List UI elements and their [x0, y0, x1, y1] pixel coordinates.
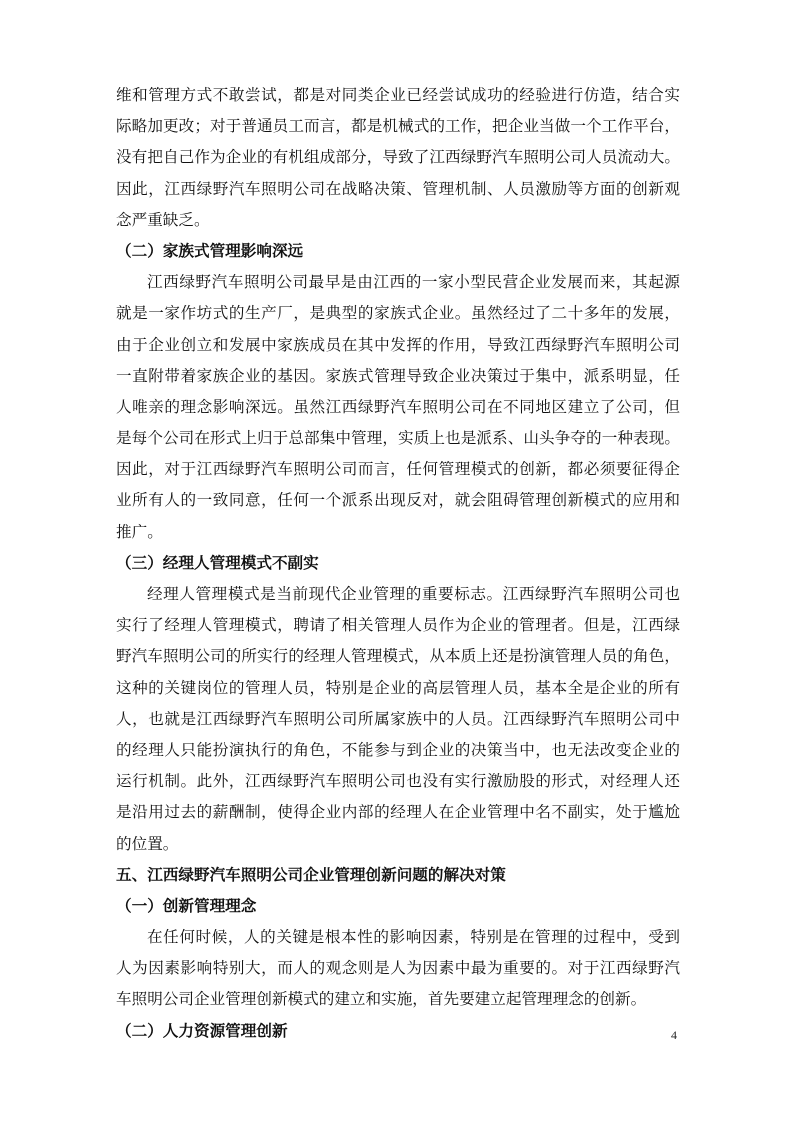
- text-line: 就是一家作坊式的生产厂，是典型的家族式企业。虽然经过了二十多年的发展，: [116, 304, 680, 323]
- text-line: 际略加更改；对于普通员工而言，都是机械式的工作，把企业当做一个工作平台，: [116, 117, 680, 136]
- paragraph-innovation-lack: [116, 80, 680, 236]
- text-line: 车照明公司企业管理创新模式的建立和实施，首先要建立起管理理念的创新。: [116, 990, 647, 1009]
- text-line: 野汽车照明公司的所实行的经理人管理模式，从本质上还是扮演管理人员的角色，: [116, 647, 680, 666]
- text-line: 经理人管理模式是当前现代企业管理的重要标志。江西绿野汽车照明公司也: [147, 585, 680, 603]
- text-line: 在任何时候，人的关键是根本性的影响因素，特别是在管理的过程中，受到: [147, 928, 680, 947]
- text-line: 是每个公司在形式上归于总部集中管理，实质上也是派系、山头争夺的一种表现。: [116, 429, 680, 448]
- text-line: 一直附带着家族企业的基因。家族式管理导致企业决策过于集中，派系明显，任: [116, 366, 680, 385]
- paragraph-manager-model: [116, 579, 680, 860]
- text-line: 人，也就是江西绿野汽车照明公司所属家族中的人员。江西绿野汽车照明公司中: [116, 709, 680, 728]
- text-line: 因此，江西绿野汽车照明公司在战略决策、管理机制、人员激励等方面的创新观: [116, 179, 680, 198]
- text-line: 因此，对于江西绿野汽车照明公司而言，任何管理模式的创新，都必须要征得企: [116, 460, 680, 479]
- text-line: 人为因素影响特别大，而人的观念则是人为因素中最为重要的。对于江西绿野汽: [116, 959, 680, 978]
- paragraph-innovate-concept: [116, 922, 680, 1016]
- text-line: 是沿用过去的薪酬制，使得企业内部的经理人在企业管理中名不副实，处于尴尬: [116, 803, 680, 822]
- text-line: 维和管理方式不敢尝试，都是对同类企业已经尝试成功的经验进行仿造，结合实: [116, 86, 680, 104]
- text-line: 推广。: [116, 522, 163, 541]
- section-heading-hr-innovation: （二）人力资源管理创新: [116, 1021, 288, 1040]
- section-heading-manager-model: （三）经理人管理模式不副实: [116, 553, 319, 572]
- text-line: 人唯亲的理念影响深远。虽然江西绿野汽车照明公司在不同地区建立了公司，但: [116, 397, 680, 416]
- text-line: 业所有人的一致同意，任何一个派系出现反对，就会阻碍管理创新模式的应用和: [116, 491, 680, 510]
- text-line: 运行机制。此外，江西绿野汽车照明公司也没有实行激励股的形式，对经理人还: [116, 772, 680, 791]
- text-line: 由于企业创立和发展中家族成员在其中发挥的作用，导致江西绿野汽车照明公司: [116, 335, 680, 354]
- text-line: 的经理人只能扮演执行的角色，不能参与到企业的决策当中，也无法改变企业的: [116, 740, 680, 759]
- text-line: 没有把自己作为企业的有机组成部分，导致了江西绿野汽车照明公司人员流动大。: [116, 148, 680, 167]
- paragraph-family-management: [116, 267, 680, 548]
- page-number: 4: [671, 1028, 677, 1042]
- section-heading-innovate-concept: （一）创新管理理念: [116, 896, 257, 915]
- section-heading-family-management: （二）家族式管理影响深远: [116, 241, 304, 260]
- text-line: 实行了经理人管理模式，聘请了相关管理人员作为企业的管理者。但是，江西绿: [116, 616, 680, 635]
- text-line: 念严重缺乏。: [116, 210, 210, 229]
- text-line: 江西绿野汽车照明公司最早是由江西的一家小型民营企业发展而来，其起源: [147, 273, 680, 292]
- text-line: 这种的关键岗位的管理人员，特别是企业的高层管理人员，基本全是企业的所有: [116, 678, 680, 697]
- chapter-heading-solutions: 五、江西绿野汽车照明公司企业管理创新问题的解决对策: [116, 865, 506, 884]
- text-line: 的位置。: [116, 834, 179, 853]
- document-body: [116, 80, 680, 1047]
